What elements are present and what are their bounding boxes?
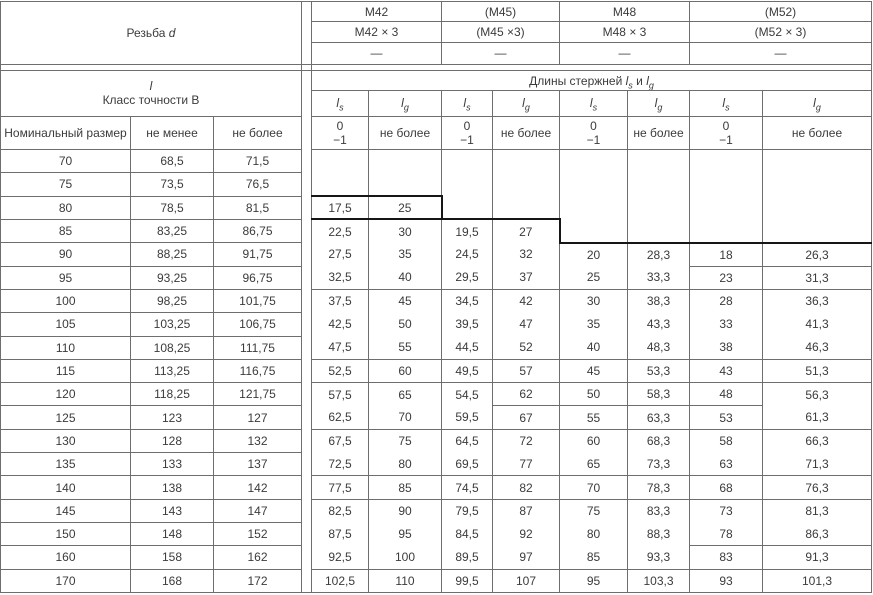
nominal-size-cell: 80 bbox=[1, 196, 131, 219]
ls-cell-m45: 64,5 bbox=[442, 429, 493, 452]
thread-pitch-header-m42: М42 × 3 bbox=[312, 22, 442, 42]
min-cell: 68,5 bbox=[131, 150, 214, 173]
lg-cell-m48: 73,3 bbox=[628, 453, 690, 476]
lg-cell-m48: 103,3 bbox=[628, 569, 690, 592]
lg-cell-m42: 90 bbox=[369, 499, 442, 522]
lg-cell-m45 bbox=[493, 150, 560, 173]
lg-cell-m42: 75 bbox=[369, 429, 442, 452]
table-row bbox=[1, 266, 872, 289]
ls-cell-m48: 65 bbox=[560, 453, 628, 476]
ls-cell-m48 bbox=[560, 173, 628, 196]
ls-cell-m48 bbox=[560, 196, 628, 219]
lg-cell-m52: 61,3 bbox=[763, 406, 872, 429]
lg-cell-m42: 25 bbox=[369, 196, 442, 219]
ls-cell-m45: 54,5 bbox=[442, 383, 493, 406]
thread-fine-pitch-m52: — bbox=[690, 42, 872, 64]
nominal-size-header: Номинальный размер bbox=[1, 116, 131, 150]
max-cell: 101,75 bbox=[214, 289, 302, 312]
nominal-size-cell: 85 bbox=[1, 219, 131, 242]
ls-cell-m42: 77,5 bbox=[312, 476, 369, 499]
thread-fine-pitch-m48: — bbox=[560, 42, 690, 64]
lg-cell-m42 bbox=[369, 173, 442, 196]
lg-cell-m48: 68,3 bbox=[628, 429, 690, 452]
lg-cell-m45: 107 bbox=[493, 569, 560, 592]
min-cell: 128 bbox=[131, 429, 214, 452]
lg-sub: g bbox=[648, 79, 654, 90]
thread-pitch-header-m48: М48 × 3 bbox=[560, 22, 690, 42]
table-row bbox=[1, 476, 872, 499]
lg-cell-m45: 87 bbox=[493, 499, 560, 522]
nominal-size-cell: 75 bbox=[1, 173, 131, 196]
lg-cell-m48 bbox=[628, 219, 690, 242]
min-header: не менее bbox=[131, 116, 214, 150]
lg-cell-m52 bbox=[763, 150, 872, 173]
ls-cell-m52: 68 bbox=[690, 476, 763, 499]
lg-cell-m42: 95 bbox=[369, 523, 442, 546]
lg-cell-m45: 77 bbox=[493, 453, 560, 476]
section-divider bbox=[302, 359, 312, 382]
nominal-size-cell: 130 bbox=[1, 429, 131, 452]
and-label: и bbox=[636, 73, 643, 88]
ls-cell-m48: 25 bbox=[560, 266, 628, 289]
ls-cell-m52: 73 bbox=[690, 499, 763, 522]
ls-cell-m52: 43 bbox=[690, 359, 763, 382]
lg-cell-m45: 42 bbox=[493, 289, 560, 312]
max-cell: 127 bbox=[214, 406, 302, 429]
lg-cell-m45: 82 bbox=[493, 476, 560, 499]
section-divider bbox=[302, 243, 312, 266]
ls-cell-m45: 29,5 bbox=[442, 266, 493, 289]
ls-tolerance-header-m48: 0 −1 bbox=[560, 116, 628, 150]
lg-cell-m52: 101,3 bbox=[763, 569, 872, 592]
ls-cell-m48: 55 bbox=[560, 406, 628, 429]
ls-cell-m42: 17,5 bbox=[312, 196, 369, 219]
ls-cell-m45 bbox=[442, 196, 493, 219]
min-cell: 138 bbox=[131, 476, 214, 499]
section-divider bbox=[302, 2, 312, 65]
max-cell: 86,75 bbox=[214, 219, 302, 242]
ls-cell-m45: 59,5 bbox=[442, 406, 493, 429]
lg-cell-m48: 83,3 bbox=[628, 499, 690, 522]
ls-cell-m52: 53 bbox=[690, 406, 763, 429]
nominal-size-cell: 105 bbox=[1, 313, 131, 336]
lg-column-header-m52: $l_g$ bbox=[763, 91, 872, 116]
lg-cell-m52: 81,3 bbox=[763, 499, 872, 522]
ls-cell-m48: 95 bbox=[560, 569, 628, 592]
min-cell: 168 bbox=[131, 569, 214, 592]
lg-cell-m48: 63,3 bbox=[628, 406, 690, 429]
ls-cell-m45: 44,5 bbox=[442, 336, 493, 359]
ls-column-header-m52: $l_s$ bbox=[690, 91, 763, 116]
ls-cell-m48: 40 bbox=[560, 336, 628, 359]
lg-cell-m42: 100 bbox=[369, 546, 442, 569]
max-cell: 137 bbox=[214, 453, 302, 476]
nominal-size-cell: 160 bbox=[1, 546, 131, 569]
section-divider bbox=[302, 70, 312, 116]
min-cell: 73,5 bbox=[131, 173, 214, 196]
nominal-size-cell: 95 bbox=[1, 266, 131, 289]
max-header: не более bbox=[214, 116, 302, 150]
table-row bbox=[1, 313, 872, 336]
section-divider bbox=[302, 523, 312, 546]
lg-max-header-m42: не более bbox=[369, 116, 442, 150]
lg-max-header-m48: не более bbox=[628, 116, 690, 150]
ls-cell-m45: 19,5 bbox=[442, 219, 493, 242]
thread-size-header-m52: (М52) bbox=[690, 2, 872, 22]
min-cell: 133 bbox=[131, 453, 214, 476]
thread-size-header-m42: М42 bbox=[312, 2, 442, 22]
thread-pitch-header-m45: (М45 ×3) bbox=[442, 22, 560, 42]
ls-cell-m45: 79,5 bbox=[442, 499, 493, 522]
max-cell: 111,75 bbox=[214, 336, 302, 359]
length-class-header bbox=[1, 70, 302, 116]
lg-cell-m45: 67 bbox=[493, 406, 560, 429]
lg-cell-m52: 66,3 bbox=[763, 429, 872, 452]
table-row bbox=[1, 336, 872, 359]
lg-cell-m52: 26,3 bbox=[763, 243, 872, 266]
ls-cell-m42: 52,5 bbox=[312, 359, 369, 382]
min-cell: 123 bbox=[131, 406, 214, 429]
ls-cell-m45 bbox=[442, 150, 493, 173]
ls-cell-m48: 70 bbox=[560, 476, 628, 499]
accuracy-class-label: Класс точности В bbox=[102, 93, 200, 108]
thread-var: d bbox=[168, 25, 176, 40]
ls-cell-m52: 58 bbox=[690, 429, 763, 452]
section-divider bbox=[302, 546, 312, 569]
ls-column-header-m45: $l_s$ bbox=[442, 91, 493, 116]
ls-cell-m48 bbox=[560, 150, 628, 173]
ls-tolerance-header-m52: 0 −1 bbox=[690, 116, 763, 150]
ls-cell-m48: 80 bbox=[560, 523, 628, 546]
min-cell: 108,25 bbox=[131, 336, 214, 359]
lg-cell-m52 bbox=[763, 219, 872, 242]
lg-cell-m48 bbox=[628, 150, 690, 173]
section-divider bbox=[302, 196, 312, 219]
nominal-size-cell: 115 bbox=[1, 359, 131, 382]
lg-cell-m42: 40 bbox=[369, 266, 442, 289]
lg-cell-m52: 86,3 bbox=[763, 523, 872, 546]
lg-cell-m42: 65 bbox=[369, 383, 442, 406]
lg-cell-m45: 57 bbox=[493, 359, 560, 382]
nominal-size-cell: 170 bbox=[1, 569, 131, 592]
lg-cell-m52: 36,3 bbox=[763, 289, 872, 312]
lg-cell-m48: 53,3 bbox=[628, 359, 690, 382]
lg-cell-m52: 56,3 bbox=[763, 383, 872, 406]
ls-cell-m48: 30 bbox=[560, 289, 628, 312]
ls-cell-m45: 99,5 bbox=[442, 569, 493, 592]
max-cell: 71,5 bbox=[214, 150, 302, 173]
lg-cell-m52 bbox=[763, 196, 872, 219]
stud-length-table bbox=[0, 1, 872, 593]
max-cell: 81,5 bbox=[214, 196, 302, 219]
thread-size-header-m45: (М45) bbox=[442, 2, 560, 22]
ls-cell-m42: 22,5 bbox=[312, 219, 369, 242]
lg-cell-m45: 47 bbox=[493, 313, 560, 336]
ls-cell-m42: 92,5 bbox=[312, 546, 369, 569]
ls-cell-m45: 39,5 bbox=[442, 313, 493, 336]
lg-cell-m48: 58,3 bbox=[628, 383, 690, 406]
section-divider bbox=[302, 313, 312, 336]
lg-cell-m45: 37 bbox=[493, 266, 560, 289]
ls-cell-m48: 85 bbox=[560, 546, 628, 569]
ls-cell-m45: 69,5 bbox=[442, 453, 493, 476]
ls-cell-m52: 23 bbox=[690, 266, 763, 289]
lg-cell-m42: 35 bbox=[369, 243, 442, 266]
lg-cell-m45: 72 bbox=[493, 429, 560, 452]
max-cell: 91,75 bbox=[214, 243, 302, 266]
lg-cell-m48: 93,3 bbox=[628, 546, 690, 569]
section-divider bbox=[302, 406, 312, 429]
section-divider bbox=[302, 476, 312, 499]
thread-fine-pitch-m42: — bbox=[370, 46, 383, 61]
nominal-size-cell: 145 bbox=[1, 499, 131, 522]
section-divider bbox=[302, 289, 312, 312]
ls-cell-m48: 45 bbox=[560, 359, 628, 382]
lg-cell-m45: 92 bbox=[493, 523, 560, 546]
ls-cell-m52 bbox=[690, 173, 763, 196]
ls-cell-m42: 72,5 bbox=[312, 453, 369, 476]
lg-cell-m45 bbox=[493, 196, 560, 219]
ls-cell-m42: 57,5 bbox=[312, 383, 369, 406]
ls-cell-m42: 67,5 bbox=[312, 429, 369, 452]
thread-pitch-header-m52: (М52 × 3) bbox=[690, 22, 872, 42]
ls-cell-m45: 84,5 bbox=[442, 523, 493, 546]
lg-cell-m52: 71,3 bbox=[763, 453, 872, 476]
ls-cell-m52 bbox=[690, 219, 763, 242]
rod-lengths-label: Длины стержней bbox=[529, 73, 623, 88]
section-divider bbox=[302, 150, 312, 173]
ls-cell-m52: 78 bbox=[690, 523, 763, 546]
ls-cell-m48: 50 bbox=[560, 383, 628, 406]
ls-tolerance-header-m42: 0 −1 bbox=[312, 116, 369, 150]
ls-cell-m52: 83 bbox=[690, 546, 763, 569]
section-divider bbox=[302, 219, 312, 242]
nominal-size-cell: 110 bbox=[1, 336, 131, 359]
nominal-size-cell: 125 bbox=[1, 406, 131, 429]
max-cell: 121,75 bbox=[214, 383, 302, 406]
lg-cell-m48 bbox=[628, 196, 690, 219]
min-cell: 93,25 bbox=[131, 266, 214, 289]
table-row bbox=[1, 173, 872, 196]
lg-column-header-m42: $l_g$ bbox=[369, 91, 442, 116]
lg-cell-m52: 41,3 bbox=[763, 313, 872, 336]
nominal-size-cell: 140 bbox=[1, 476, 131, 499]
ls-cell-m42: 82,5 bbox=[312, 499, 369, 522]
lg-column-header-m48: $l_g$ bbox=[628, 91, 690, 116]
min-cell: 118,25 bbox=[131, 383, 214, 406]
lg-cell-m45: 32 bbox=[493, 243, 560, 266]
section-divider bbox=[302, 336, 312, 359]
lg-cell-m48: 38,3 bbox=[628, 289, 690, 312]
lg-cell-m52: 91,3 bbox=[763, 546, 872, 569]
lg-cell-m42: 55 bbox=[369, 336, 442, 359]
ls-cell-m42: 87,5 bbox=[312, 523, 369, 546]
nominal-size-cell: 90 bbox=[1, 243, 131, 266]
lg-cell-m42: 80 bbox=[369, 453, 442, 476]
thread-size-header-m48: М48 bbox=[560, 2, 690, 22]
ls-cell-m42: 42,5 bbox=[312, 313, 369, 336]
section-divider bbox=[302, 116, 312, 150]
max-cell: 76,5 bbox=[214, 173, 302, 196]
ls-cell-m42 bbox=[312, 173, 369, 196]
table-row bbox=[1, 219, 872, 242]
table-row bbox=[1, 499, 872, 522]
lg-cell-m52: 46,3 bbox=[763, 336, 872, 359]
ls-cell-m42: 102,5 bbox=[312, 569, 369, 592]
min-cell: 103,25 bbox=[131, 313, 214, 336]
table-row bbox=[1, 383, 872, 406]
lg-cell-m42: 70 bbox=[369, 406, 442, 429]
max-cell: 96,75 bbox=[214, 266, 302, 289]
ls-cell-m52: 28 bbox=[690, 289, 763, 312]
lg-cell-m45: 27 bbox=[493, 219, 560, 242]
table-row bbox=[1, 523, 872, 546]
ls-sub: s bbox=[628, 79, 633, 90]
thread-row-label: Резьба bbox=[126, 25, 166, 40]
ls-cell-m52: 33 bbox=[690, 313, 763, 336]
lg-cell-m48: 28,3 bbox=[628, 243, 690, 266]
ls-column-header-m42: $l_s$ bbox=[312, 91, 369, 116]
nominal-size-cell: 135 bbox=[1, 453, 131, 476]
lg-cell-m48: 33,3 bbox=[628, 266, 690, 289]
ls-cell-m42: 27,5 bbox=[312, 243, 369, 266]
table-row bbox=[1, 429, 872, 452]
lg-cell-m52: 31,3 bbox=[763, 266, 872, 289]
ls-cell-m52: 18 bbox=[690, 243, 763, 266]
nominal-size-cell: 150 bbox=[1, 523, 131, 546]
ls-cell-m52: 38 bbox=[690, 336, 763, 359]
ls-cell-m45: 89,5 bbox=[442, 546, 493, 569]
nominal-size-cell: 120 bbox=[1, 383, 131, 406]
lg-cell-m42: 45 bbox=[369, 289, 442, 312]
ls-tolerance-header-m45: 0 −1 bbox=[442, 116, 493, 150]
lg-cell-m52 bbox=[763, 173, 872, 196]
max-cell: 147 bbox=[214, 499, 302, 522]
min-cell: 158 bbox=[131, 546, 214, 569]
lg-cell-m42: 50 bbox=[369, 313, 442, 336]
max-cell: 132 bbox=[214, 429, 302, 452]
section-divider bbox=[302, 266, 312, 289]
max-cell: 116,75 bbox=[214, 359, 302, 382]
min-cell: 113,25 bbox=[131, 359, 214, 382]
lg-cell-m52: 76,3 bbox=[763, 476, 872, 499]
ls-cell-m52: 63 bbox=[690, 453, 763, 476]
ls-cell-m45: 49,5 bbox=[442, 359, 493, 382]
max-cell: 142 bbox=[214, 476, 302, 499]
thread-row-header bbox=[1, 2, 302, 65]
lg-cell-m48: 48,3 bbox=[628, 336, 690, 359]
lg-cell-m42: 60 bbox=[369, 359, 442, 382]
section-divider bbox=[302, 499, 312, 522]
rod-lengths-header bbox=[312, 70, 872, 90]
table-row bbox=[1, 546, 872, 569]
section-divider bbox=[302, 429, 312, 452]
lg-cell-m48 bbox=[628, 173, 690, 196]
min-cell: 83,25 bbox=[131, 219, 214, 242]
min-cell: 143 bbox=[131, 499, 214, 522]
section-divider bbox=[302, 383, 312, 406]
ls-cell-m48: 60 bbox=[560, 429, 628, 452]
ls-cell-m42 bbox=[312, 150, 369, 173]
lg-cell-m42: 85 bbox=[369, 476, 442, 499]
ls-cell-m52 bbox=[690, 196, 763, 219]
min-cell: 98,25 bbox=[131, 289, 214, 312]
thread-fine-pitch-m45: — bbox=[442, 42, 560, 64]
ls-column-header-m48: $l_s$ bbox=[560, 91, 628, 116]
max-cell: 162 bbox=[214, 546, 302, 569]
table-row bbox=[1, 406, 872, 429]
lg-cell-m42: 30 bbox=[369, 219, 442, 242]
lg-max-header-m52: не более bbox=[763, 116, 872, 150]
ls-cell-m45: 74,5 bbox=[442, 476, 493, 499]
min-cell: 78,5 bbox=[131, 196, 214, 219]
section-divider bbox=[302, 569, 312, 592]
min-cell: 148 bbox=[131, 523, 214, 546]
lg-cell-m52: 51,3 bbox=[763, 359, 872, 382]
max-cell: 106,75 bbox=[214, 313, 302, 336]
lg-cell-m45 bbox=[493, 173, 560, 196]
lg-cell-m48: 43,3 bbox=[628, 313, 690, 336]
lg-column-header-m45: $l_g$ bbox=[493, 91, 560, 116]
ls-cell-m52: 48 bbox=[690, 383, 763, 406]
table-row bbox=[1, 569, 872, 592]
ls-cell-m45: 34,5 bbox=[442, 289, 493, 312]
table-row bbox=[1, 196, 872, 219]
table-row bbox=[1, 359, 872, 382]
ls-cell-m42: 37,5 bbox=[312, 289, 369, 312]
table-row bbox=[1, 150, 872, 173]
ls-cell-m42: 47,5 bbox=[312, 336, 369, 359]
nominal-size-cell: 100 bbox=[1, 289, 131, 312]
ls-cell-m45: 24,5 bbox=[442, 243, 493, 266]
ls-var: l bbox=[625, 73, 629, 88]
lg-cell-m42: 110 bbox=[369, 569, 442, 592]
section-divider bbox=[302, 173, 312, 196]
ls-cell-m48 bbox=[560, 219, 628, 242]
ls-cell-m42: 62,5 bbox=[312, 406, 369, 429]
ls-cell-m45 bbox=[442, 173, 493, 196]
lg-var: l bbox=[646, 73, 649, 88]
lg-cell-m42 bbox=[369, 150, 442, 173]
ls-cell-m48: 35 bbox=[560, 313, 628, 336]
lg-cell-m45: 52 bbox=[493, 336, 560, 359]
lg-cell-m45: 62 bbox=[493, 383, 560, 406]
lg-cell-m45: 97 bbox=[493, 546, 560, 569]
ls-cell-m48: 20 bbox=[560, 243, 628, 266]
length-var: l bbox=[149, 79, 153, 94]
max-cell: 152 bbox=[214, 523, 302, 546]
lg-cell-m48: 78,3 bbox=[628, 476, 690, 499]
section-divider bbox=[302, 453, 312, 476]
table-row bbox=[1, 289, 872, 312]
lg-cell-m48: 88,3 bbox=[628, 523, 690, 546]
min-cell: 88,25 bbox=[131, 243, 214, 266]
ls-cell-m48: 75 bbox=[560, 499, 628, 522]
nominal-size-cell: 70 bbox=[1, 150, 131, 173]
table-body bbox=[1, 150, 872, 593]
max-cell: 172 bbox=[214, 569, 302, 592]
ls-cell-m42: 32,5 bbox=[312, 266, 369, 289]
lg-max-header-m45: не более bbox=[493, 116, 560, 150]
ls-cell-m52: 93 bbox=[690, 569, 763, 592]
table-row bbox=[1, 243, 872, 266]
table-row bbox=[1, 453, 872, 476]
ls-cell-m52 bbox=[690, 150, 763, 173]
